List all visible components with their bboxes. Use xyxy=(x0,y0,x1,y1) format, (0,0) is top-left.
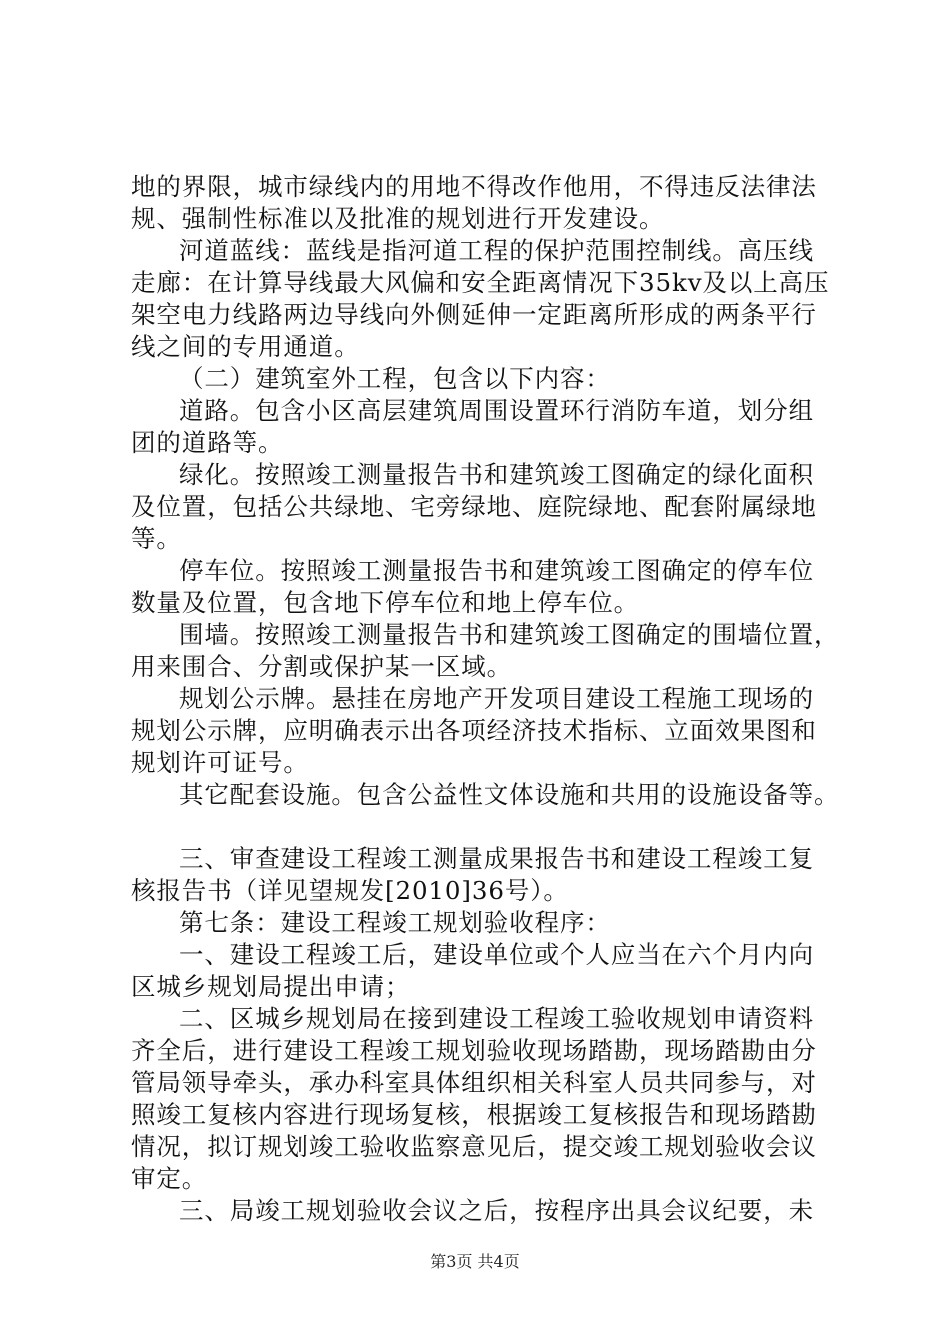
text-line: 道路。包含小区高层建筑周围设置环行消防车道，划分组 xyxy=(179,396,814,425)
text-line: 用来围合、分割或保护某一区域。 xyxy=(131,652,512,681)
text-line: 团的道路等。 xyxy=(131,428,284,457)
text-line: 规划公示牌。悬挂在房地产开发项目建设工程施工现场的 xyxy=(179,684,814,713)
page-number: 第3页 共4页 xyxy=(430,1252,520,1271)
text-line: 管局领导牵头，承办科室具体组织相关科室人员共同参与，对 xyxy=(131,1068,817,1097)
text-line: 一、建设工程竣工后，建设单位或个人应当在六个月内向 xyxy=(179,940,814,969)
text-line: 及位置，包括公共绿地、宅旁绿地、庭院绿地、配套附属绿地 xyxy=(131,492,817,521)
text-line: 数量及位置，包含地下停车位和地上停车位。 xyxy=(131,588,639,617)
text-line: 规划公示牌，应明确表示出各项经济技术指标、立面效果图和 xyxy=(131,716,817,745)
section-heading: （二）建筑室外工程，包含以下内容： xyxy=(179,364,611,393)
text-line: 等。 xyxy=(131,524,182,553)
text-line: 河道蓝线：蓝线是指河道工程的保护范围控制线。高压线 xyxy=(179,236,814,265)
text-line: 规、强制性标准以及批准的规划进行开发建设。 xyxy=(131,204,665,233)
text-line: 架空电力线路两边导线向外侧延伸一定距离所形成的两条平行 xyxy=(131,300,817,329)
text-line: 地的界限，城市绿线内的用地不得改作他用，不得违反法律法 xyxy=(131,172,817,201)
text-line: 照竣工复核内容进行现场复核，根据竣工复核报告和现场踏勘 xyxy=(131,1100,817,1129)
text-line: 区城乡规划局提出申请； xyxy=(131,972,411,1001)
text-line: 齐全后，进行建设工程竣工规划验收现场踏勘，现场踏勘由分 xyxy=(131,1036,817,1065)
text-line: 核报告书（详见望规发[2010]36号）。 xyxy=(131,876,569,905)
text-line: 审定。 xyxy=(131,1164,208,1193)
article-heading: 第七条：建设工程竣工规划验收程序： xyxy=(179,908,611,937)
text-line: 其它配套设施。包含公益性文体设施和共用的设施设备等。 xyxy=(179,780,840,809)
text-line: 二、区城乡规划局在接到建设工程竣工验收规划申请资料 xyxy=(179,1004,814,1033)
text-line: 走廊：在计算导线最大风偏和安全距离情况下35kv及以上高压 xyxy=(131,268,830,297)
text-line: 停车位。按照竣工测量报告书和建筑竣工图确定的停车位 xyxy=(179,556,814,585)
text-line: 情况，拟订规划竣工验收监察意见后，提交竣工规划验收会议 xyxy=(131,1132,817,1161)
page-footer xyxy=(0,1251,950,1273)
text-line: 线之间的专用通道。 xyxy=(131,332,360,361)
section-heading: 三、审查建设工程竣工测量成果报告书和建设工程竣工复 xyxy=(179,844,814,873)
text-line: 绿化。按照竣工测量报告书和建筑竣工图确定的绿化面积 xyxy=(179,460,814,489)
text-line: 三、局竣工规划验收会议之后，按程序出具会议纪要，未 xyxy=(179,1196,814,1225)
text-line: 围墙。按照竣工测量报告书和建筑竣工图确定的围墙位置， xyxy=(179,620,840,649)
text-line: 规划许可证号。 xyxy=(131,748,309,777)
